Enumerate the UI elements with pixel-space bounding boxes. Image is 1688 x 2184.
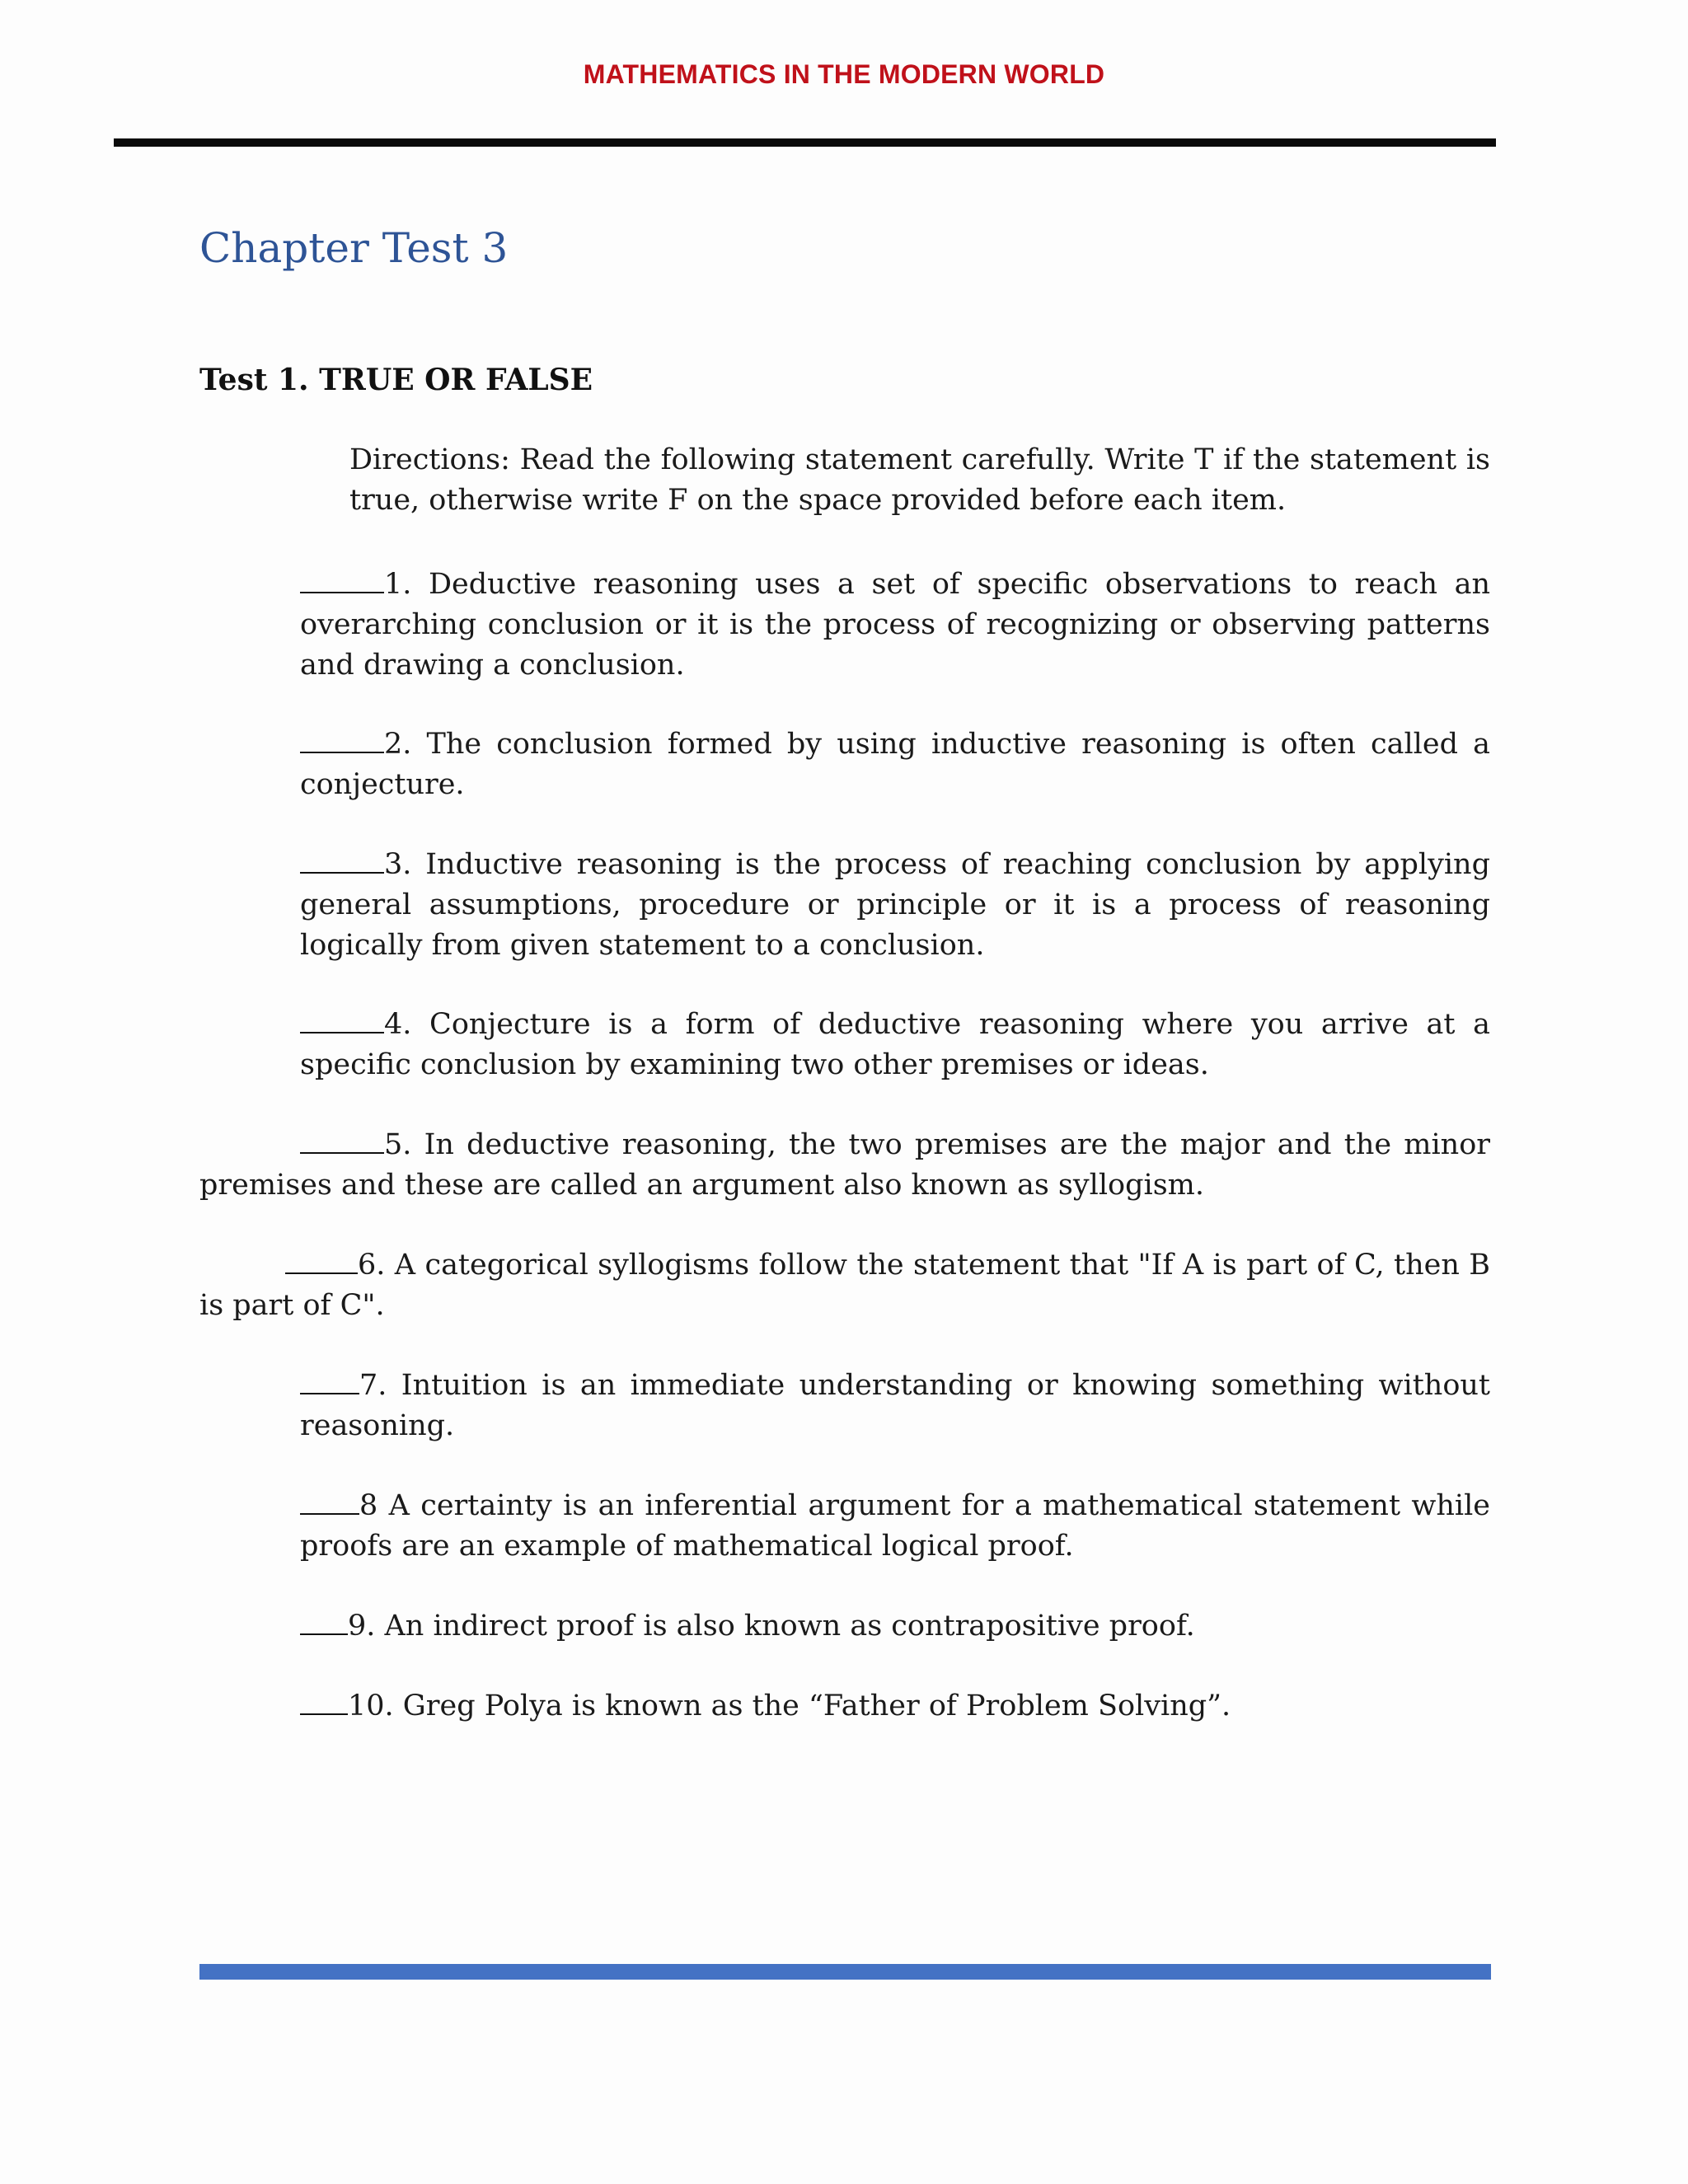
directions-text: Directions: Read the following statement carefully. Write T if the statement is true, otherwise write F on the space provided before each item.: [349, 443, 1490, 517]
question-item-2: [300, 720, 1490, 805]
question-text: 10. Greg Polya is known as the “Father of Problem Solving”.: [348, 1690, 1231, 1722]
question-item-4: [300, 1001, 1490, 1085]
question-item-9: [300, 1602, 1490, 1647]
question-item-1: [300, 560, 1490, 686]
test-heading: Test 1. TRUE OR FALSE: [199, 363, 593, 397]
question-text: 3. Inductive reasoning is the process of reaching conclusion by applying general assumptions, procedure or principle or it is a process of reasoning logically from given statement to a conclusion.: [300, 848, 1490, 962]
answer-blank[interactable]: [300, 1602, 348, 1635]
answer-blank[interactable]: [300, 1682, 348, 1715]
question-text: 9. An indirect proof is also known as contrapositive proof.: [348, 1610, 1195, 1643]
question-item-7: [300, 1361, 1490, 1446]
question-text: 2. The conclusion formed by using inductive reasoning is often called a conjecture.: [300, 728, 1490, 801]
question-item-6: [199, 1241, 1490, 1326]
answer-blank[interactable]: [300, 1121, 384, 1154]
question-item-10: [300, 1682, 1490, 1727]
question-text: 1. Deductive reasoning uses a set of specific observations to reach an overarching conclusion or it is the process of recognizing or observing patterns and drawing a conclusion.: [300, 568, 1490, 682]
answer-blank[interactable]: [300, 1001, 384, 1033]
footer-divider: [199, 1964, 1491, 1980]
question-text: 4. Conjecture is a form of deductive reasoning where you arrive at a specific conclusion by examining two other premises or ideas.: [300, 1008, 1490, 1081]
question-text: 7. Intuition is an immediate understanding or knowing something without reasoning.: [300, 1369, 1490, 1442]
header-title: MATHEMATICS IN THE MODERN WORLD: [583, 59, 1105, 89]
header-divider: [114, 138, 1496, 147]
answer-blank[interactable]: [300, 841, 384, 874]
answer-blank[interactable]: [300, 1482, 359, 1515]
question-text: 6. A categorical syllogisms follow the statement that "If A is part of C, then B is part of C".: [199, 1249, 1490, 1322]
question-text: 8 A certainty is an inferential argument for a mathematical statement while proofs are an example of mathematical logical proof.: [300, 1489, 1490, 1563]
question-item-8: [300, 1482, 1490, 1567]
question-text: 5. In deductive reasoning, the two premises are the major and the minor premises and these are called an argument also known as syllogism.: [199, 1128, 1490, 1202]
answer-blank[interactable]: [300, 1361, 359, 1394]
answer-blank[interactable]: [285, 1241, 358, 1274]
chapter-title: Chapter Test 3: [199, 224, 509, 272]
answer-blank[interactable]: [300, 720, 384, 753]
question-item-3: [300, 841, 1490, 966]
question-item-5: [199, 1121, 1490, 1206]
answer-blank[interactable]: [300, 560, 384, 593]
